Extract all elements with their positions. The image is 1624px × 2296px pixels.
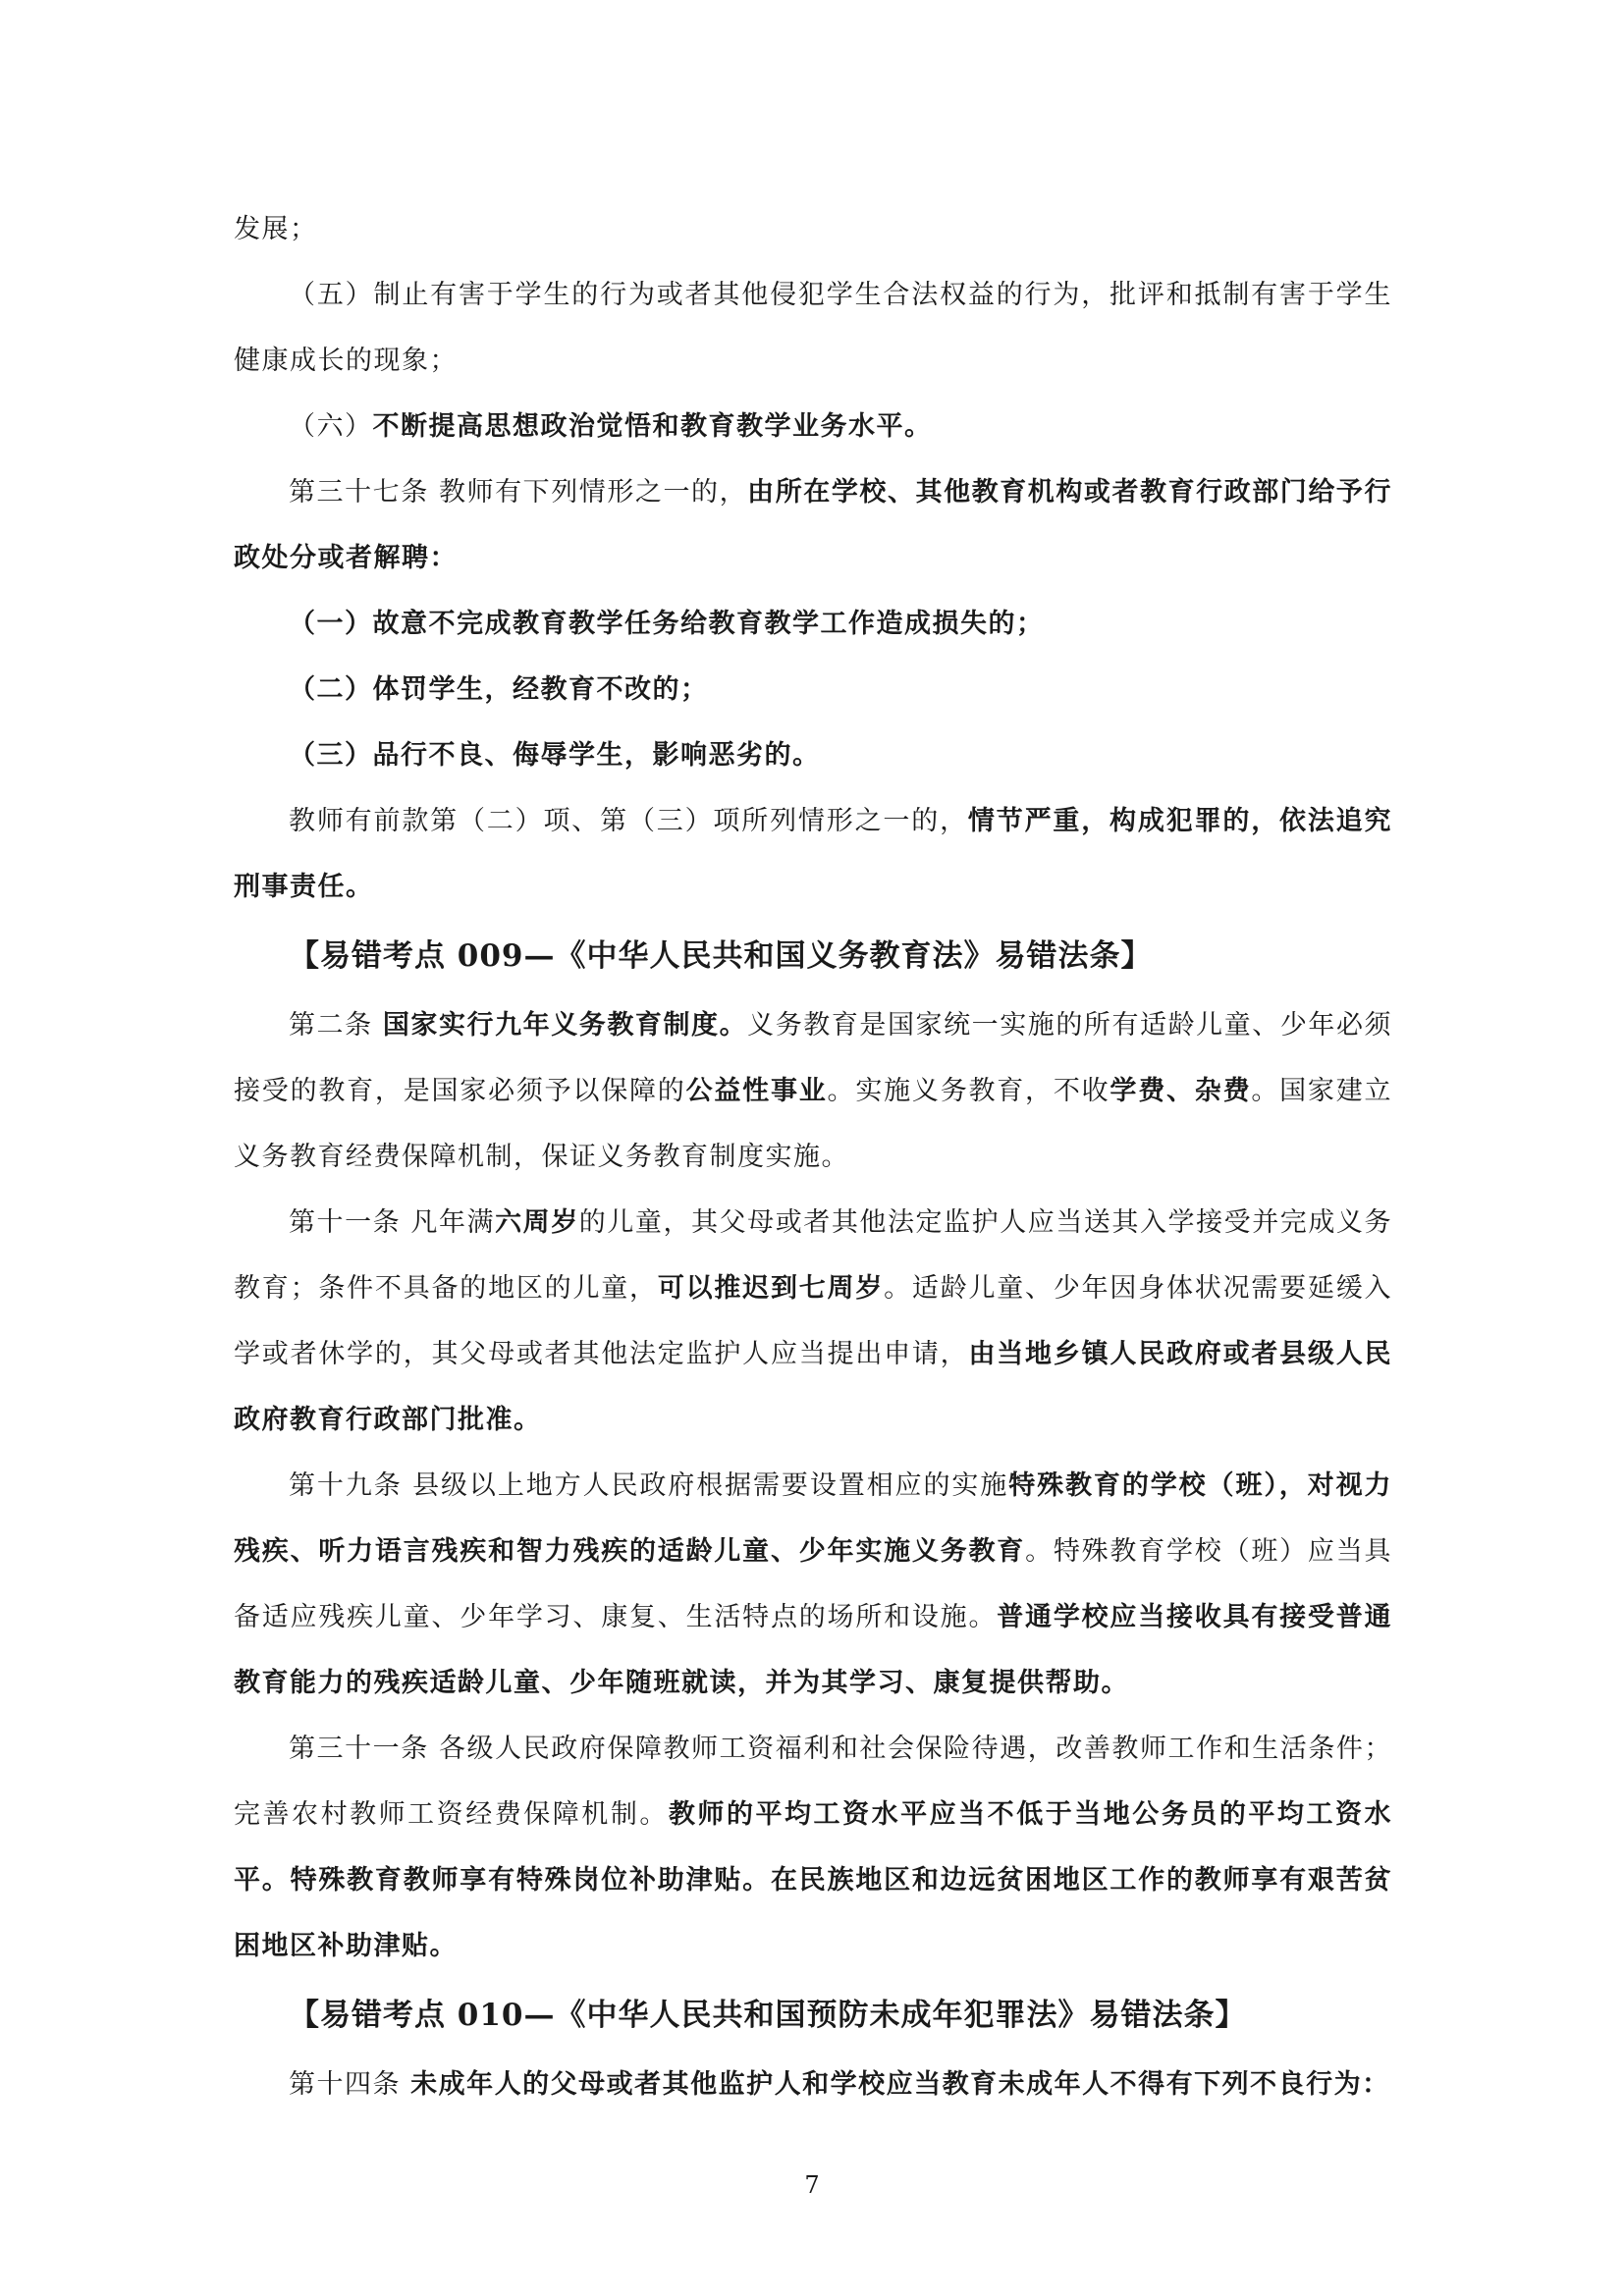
- text-run: 第十一条 凡年满: [289, 1207, 496, 1238]
- bold-text-run: 国家实行九年义务教育制度。: [382, 1010, 748, 1041]
- text-run: 第十四条: [289, 2069, 411, 2100]
- bold-text-run: （二）体罚学生，经教育不改的；: [289, 674, 709, 705]
- text-run: 教师有前款第（二）项、第（三）项所列情形之一的，: [289, 806, 968, 836]
- text-run: （五）制止有害于学生的行为或者其他侵犯学生合法权益的行为，批评和抵制有害于学生健康成长的现象；: [234, 280, 1392, 376]
- bold-text-run: （三）品行不良、侮辱学生，影响恶劣的。: [289, 740, 821, 771]
- page-number: 7: [804, 2171, 820, 2199]
- text-run: 义务教育是国家统一实施的所有适龄儿童、少年必须接受的教育，是国家必须予以保障的: [234, 1010, 1393, 1106]
- paragraph: [234, 262, 1392, 394]
- text-run: 的儿童，其父母或者其他法定监护人应当送其入学接受并完成义务教育；条件不具备的地区的儿童，: [234, 1207, 1392, 1304]
- text-run: 【易错考点 010—《中华人民共和国预防未成年犯罪法》易错法条】: [289, 1998, 1247, 2033]
- paragraph: [234, 1716, 1392, 1979]
- text-run: 第三十七条 教师有下列情形之一的，: [289, 477, 748, 507]
- paragraph: [234, 459, 1392, 591]
- text-run: 。国家建立义务教育经费保障机制，保证义务教育制度实施。: [234, 1076, 1393, 1172]
- bold-text-run: （一）故意不完成教育教学任务给教育教学工作造成损失的；: [289, 609, 1045, 639]
- text-run: 第二条: [289, 1010, 383, 1041]
- bold-text-run: 六周岁: [495, 1207, 579, 1238]
- paragraph: [234, 2052, 1392, 2117]
- paragraph: [234, 657, 1392, 722]
- paragraph: [234, 992, 1392, 1190]
- text-run: 第十九条 县级以上地方人民政府根据需要设置相应的实施: [289, 1470, 1009, 1501]
- bold-text-run: 普通学校应当接收具有接受普通教育能力的残疾适龄儿童、少年随班就读，并为其学习、康复提供帮助。: [234, 1602, 1393, 1698]
- bold-text-run: 不断提高思想政治觉悟和教育教学业务水平。: [372, 411, 933, 442]
- section-heading: [289, 922, 1392, 990]
- paragraph: [234, 1190, 1392, 1453]
- bold-text-run: 未成年人的父母或者其他监护人和学校应当教育未成年人不得有下列不良行为：: [410, 2069, 1390, 2100]
- bold-text-run: 特殊教育的学校（班），对视力残疾、听力语言残疾和智力残疾的适龄儿童、少年实施义务教育: [234, 1470, 1392, 1567]
- bold-text-run: 教师的平均工资水平应当不低于当地公务员的平均工资水平。特殊教育教师享有特殊岗位补助津贴。在民族地区和边远贫困地区工作的教师享有艰苦贫困地区补助津贴。: [234, 1799, 1393, 1961]
- paragraph: [234, 1453, 1392, 1716]
- paragraph: [234, 591, 1392, 657]
- bold-text-run: 公益性事业: [685, 1076, 828, 1106]
- bold-text-run: 可以推迟到七周岁: [657, 1273, 885, 1304]
- bold-text-run: 学费、杂费: [1110, 1076, 1252, 1106]
- text-run: 。特殊教育学校（班）应当具备适应残疾儿童、少年学习、康复、生活特点的场所和设施。: [234, 1536, 1393, 1632]
- bold-text-run: 由所在学校、其他教育机构或者教育行政部门给予行政处分或者解聘：: [234, 477, 1392, 573]
- paragraph: [234, 788, 1392, 920]
- paragraph: [234, 722, 1392, 788]
- paragraph: [234, 196, 1392, 262]
- bold-text-run: 情节严重，构成犯罪的，依法追究刑事责任。: [234, 806, 1393, 902]
- text-run: 发展；: [234, 214, 318, 244]
- text-run: 。适龄儿童、少年因身体状况需要延缓入学或者休学的，其父母或者其他法定监护人应当提出申请，: [234, 1273, 1393, 1369]
- text-run: 【易错考点 009—《中华人民共和国义务教育法》易错法条】: [289, 938, 1153, 974]
- text-run: 第三十一条 各级人民政府保障教师工资福利和社会保险待遇，改善教师工作和生活条件；完善农村教师工资经费保障机制。: [234, 1734, 1392, 1830]
- paragraph: [234, 394, 1392, 459]
- document-body: [234, 196, 1392, 2117]
- text-run: （六）: [289, 411, 373, 442]
- text-run: 。实施义务教育，不收: [827, 1076, 1110, 1106]
- section-heading: [289, 1981, 1392, 2050]
- bold-text-run: 由当地乡镇人民政府或者县级人民政府教育行政部门批准。: [234, 1339, 1393, 1435]
